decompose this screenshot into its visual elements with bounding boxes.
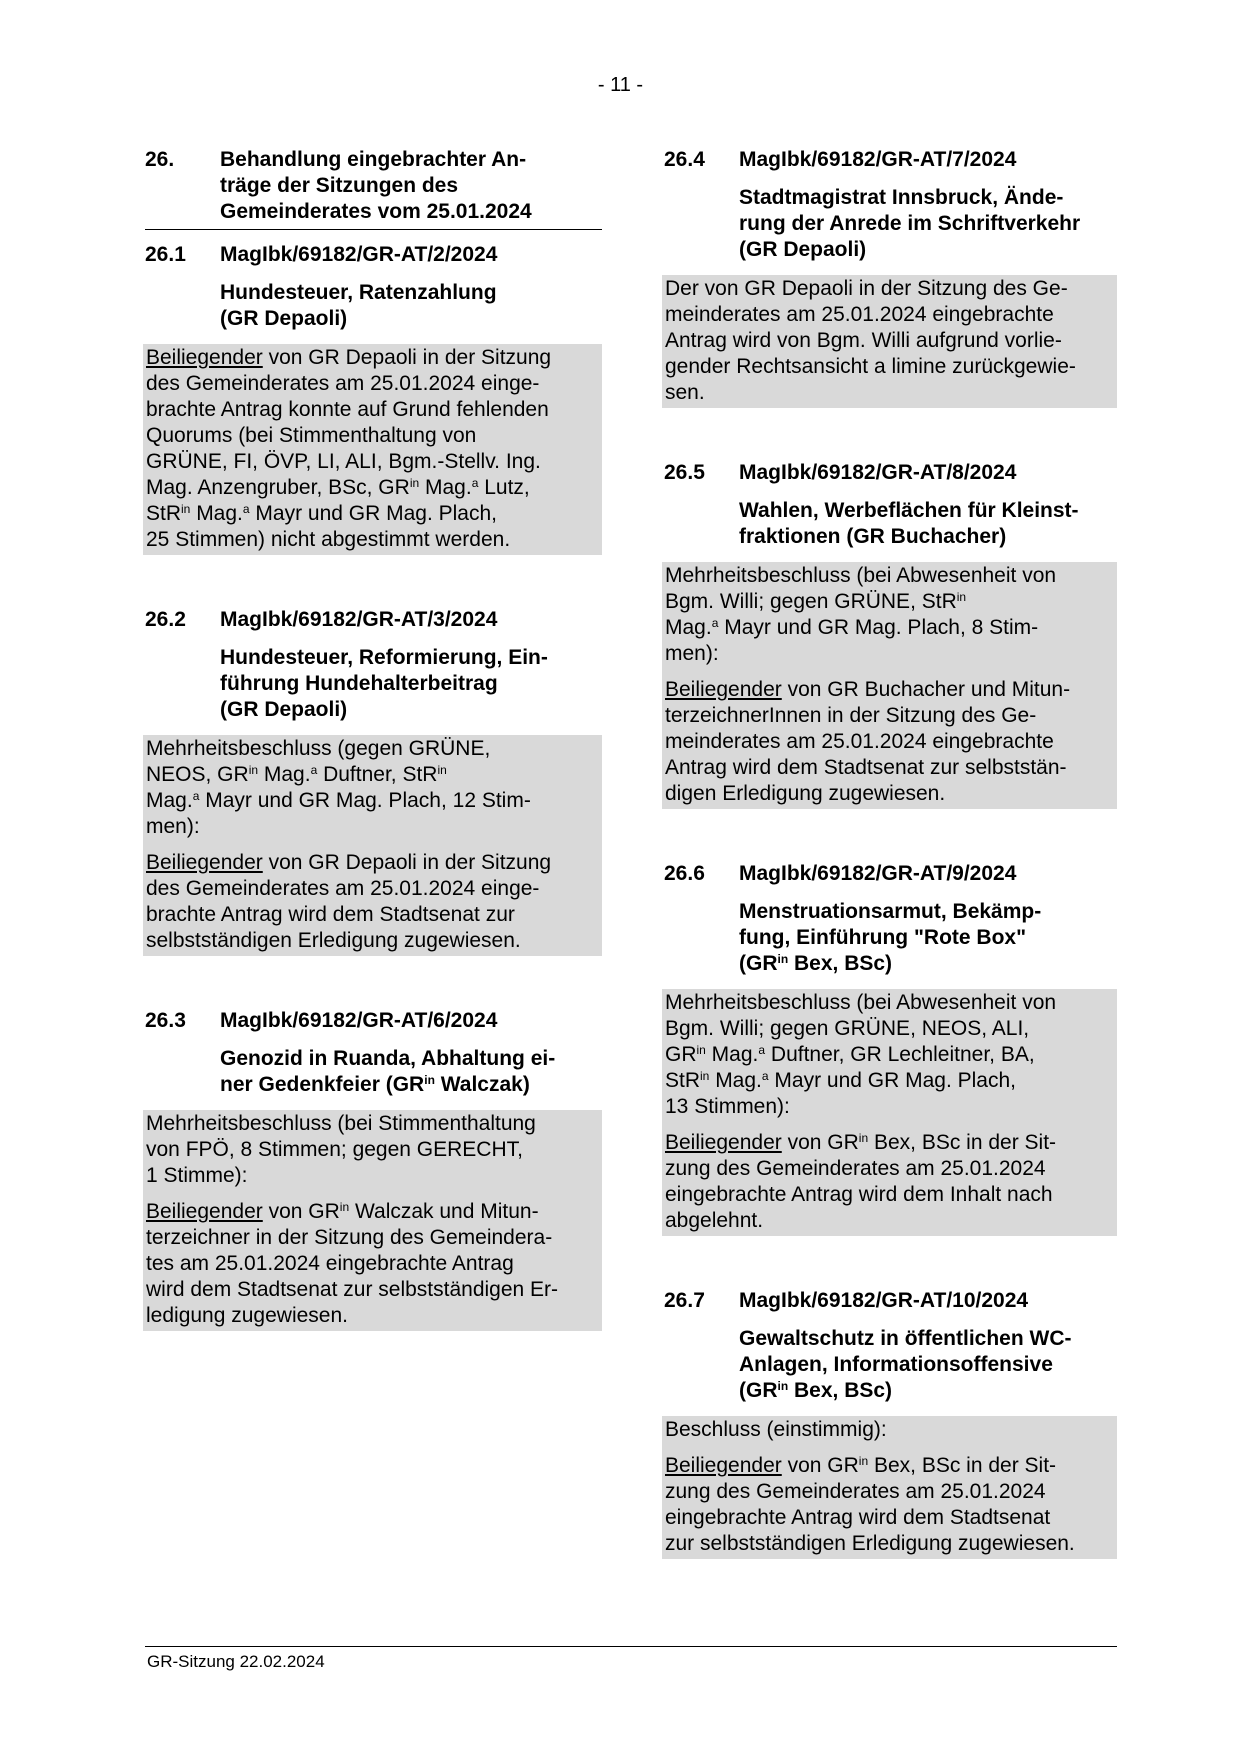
item-title — [220, 1046, 602, 1098]
text-line: Mag. — [419, 476, 472, 499]
text-line: GRÜNE, FI, ÖVP, LI, ALI, Bgm.-Stellv. Ing. — [146, 450, 541, 473]
text-line: des Gemeinderates am 25.01.2024 einge- — [146, 372, 540, 395]
text-line: Lutz, — [478, 476, 530, 499]
item-reference: MagIbk/69182/GR-AT/2/2024 — [220, 243, 498, 266]
decision-box — [143, 344, 602, 555]
item-number: 26.3 — [145, 1009, 186, 1032]
section-heading — [145, 147, 602, 230]
text-line: von FPÖ, 8 Stimmen; gegen GERECHT, — [146, 1138, 523, 1161]
title-line: (GR — [739, 1379, 778, 1402]
text-line: ledigung zugewiesen. — [146, 1304, 348, 1327]
underlined-word: Beiliegender — [146, 1200, 263, 1223]
vote-text — [665, 1417, 1114, 1443]
decision-box — [662, 562, 1117, 809]
text-line: 1 Stimme): — [146, 1164, 248, 1187]
superscript: in — [437, 763, 447, 777]
text-line: Walczak und Mitun- — [349, 1200, 539, 1223]
text-line: terzeichner in der Sitzung des Gemeindera- — [146, 1226, 553, 1249]
text-line: Antrag wird von Bgm. Willi aufgrund vorlie- — [665, 329, 1062, 352]
item-26-5 — [664, 460, 1117, 809]
superscript: in — [858, 1454, 869, 1468]
item-title — [220, 645, 602, 723]
superscript: a — [761, 1069, 769, 1083]
title-line: fung, Einführung "Rote Box" — [739, 926, 1027, 949]
superscript: in — [409, 476, 420, 490]
text-line: Mehrheitsbeschluss (bei Abwesenheit von — [665, 564, 1057, 587]
text-line: selbstständigen Erledigung zugewiesen. — [146, 929, 521, 952]
text-line: terzeichnerInnen in der Sitzung des Ge- — [665, 704, 1037, 727]
title-line: Stadtmagistrat Innsbruck, Ände- — [739, 186, 1064, 209]
text-line: Beschluss (einstimmig): — [665, 1418, 887, 1441]
superscript: in — [339, 1200, 350, 1214]
title-line: Hundesteuer, Ratenzahlung — [220, 281, 497, 304]
superscript: in — [777, 952, 789, 966]
text-line: eingebrachte Antrag wird dem Inhalt nach — [665, 1183, 1053, 1206]
title-line: Bex, BSc) — [788, 1379, 893, 1402]
decision-text — [146, 850, 599, 954]
text-line: Mag. — [705, 1043, 759, 1066]
text-line: Mag. — [665, 616, 712, 639]
item-number: 26.4 — [664, 148, 705, 171]
section-title-line: Behandlung eingebrachter An- — [220, 148, 527, 171]
item-26-1 — [145, 242, 602, 555]
decision-text — [665, 276, 1114, 406]
title-line: ner Gedenkfeier (GR — [220, 1073, 425, 1096]
title-line: (GR Depaoli) — [220, 698, 348, 721]
superscript: in — [858, 1131, 869, 1145]
superscript: a — [711, 616, 719, 630]
text-line: Antrag wird dem Stadtsenat zur selbststän- — [665, 756, 1067, 779]
superscript: in — [700, 1069, 710, 1083]
text-line: Mehrheitsbeschluss (gegen GRÜNE, — [146, 737, 491, 760]
underlined-word: Beiliegender — [146, 346, 263, 369]
item-header — [664, 1288, 1117, 1314]
text-line: StR — [665, 1069, 701, 1092]
text-line: Mayr und GR Mag. Plach, — [768, 1069, 1017, 1092]
item-reference: MagIbk/69182/GR-AT/8/2024 — [739, 461, 1017, 484]
title-line: fraktionen (GR Buchacher) — [739, 525, 1007, 548]
item-number: 26.5 — [664, 461, 705, 484]
footer-text: GR-Sitzung 22.02.2024 — [147, 1652, 325, 1671]
item-number: 26.1 — [145, 243, 186, 266]
text-line: Mayr und GR Mag. Plach, 12 Stim- — [199, 789, 531, 812]
text-line: Bgm. Willi; gegen GRÜNE, StR — [665, 590, 957, 613]
title-line: Genozid in Ruanda, Abhaltung ei- — [220, 1047, 556, 1070]
text-line: von GR — [262, 1200, 340, 1223]
text-line: Duftner, GR Lechleitner, BA, — [765, 1043, 1035, 1066]
item-header — [145, 242, 602, 268]
underlined-word: Beiliegender — [146, 851, 263, 874]
left-column — [145, 147, 602, 1331]
item-header — [664, 460, 1117, 486]
item-26-6 — [664, 861, 1117, 1236]
text-line: Quorums (bei Stimmenthaltung von — [146, 424, 477, 447]
right-column — [664, 147, 1117, 1559]
title-line: Walczak) — [434, 1073, 530, 1096]
superscript: in — [956, 590, 967, 604]
text-line: Mag. — [258, 763, 311, 786]
superscript: a — [192, 789, 200, 803]
text-line: Mehrheitsbeschluss (bei Stimmenthaltung — [146, 1112, 536, 1135]
text-line: Bgm. Willi; gegen GRÜNE, NEOS, ALI, — [665, 1017, 1030, 1040]
text-line: men): — [146, 815, 200, 838]
text-line: abgelehnt. — [665, 1209, 764, 1232]
superscript: a — [471, 476, 479, 490]
superscript: in — [777, 1379, 789, 1393]
text-line: gender Rechtsansicht a limine zurückgewie- — [665, 355, 1076, 378]
superscript: in — [181, 502, 191, 516]
title-line: Anlagen, Informationsoffensive — [739, 1353, 1053, 1376]
decision-text — [665, 1453, 1114, 1557]
vote-text — [146, 1111, 599, 1189]
text-line: zung des Gemeinderates am 25.01.2024 — [665, 1480, 1046, 1503]
title-line: rung der Anrede im Schriftverkehr — [739, 212, 1081, 235]
text-line: Duftner, StR — [317, 763, 438, 786]
item-header — [145, 1008, 602, 1034]
text-line: meinderates am 25.01.2024 eingebrachte — [665, 730, 1054, 753]
superscript: a — [758, 1043, 766, 1057]
title-line: (GR Depaoli) — [220, 307, 348, 330]
footer-divider — [145, 1646, 1117, 1647]
title-line: Hundesteuer, Reformierung, Ein- — [220, 646, 548, 669]
item-title — [220, 280, 602, 332]
vote-text — [665, 563, 1114, 667]
title-line: Bex, BSc) — [788, 952, 893, 975]
title-line: Gewaltschutz in öffentlichen WC- — [739, 1327, 1072, 1350]
item-number: 26.2 — [145, 608, 186, 631]
text-line: Bex, BSc in der Sit- — [868, 1131, 1057, 1154]
text-line: StR — [146, 502, 182, 525]
vote-text — [146, 736, 599, 840]
text-line: zung des Gemeinderates am 25.01.2024 — [665, 1157, 1046, 1180]
text-line: Mayr und GR Mag. Plach, 8 Stim- — [718, 616, 1039, 639]
item-26-2 — [145, 607, 602, 956]
text-line: von GR Depaoli in der Sitzung — [262, 851, 552, 874]
text-line: 25 Stimmen) nicht abgestimmt werden. — [146, 528, 511, 551]
underlined-word: Beiliegender — [665, 1131, 782, 1154]
text-line: brachte Antrag konnte auf Grund fehlenden — [146, 398, 549, 421]
superscript: in — [696, 1043, 706, 1057]
superscript: a — [310, 763, 318, 777]
item-header — [145, 607, 602, 633]
item-reference: MagIbk/69182/GR-AT/6/2024 — [220, 1009, 498, 1032]
superscript: in — [248, 763, 259, 777]
item-26-4 — [664, 147, 1117, 408]
text-line: Mag. Anzengruber, BSc, GR — [146, 476, 410, 499]
text-line: tes am 25.01.2024 eingebrachte Antrag — [146, 1252, 514, 1275]
text-line: eingebrachte Antrag wird dem Stadtsenat — [665, 1506, 1051, 1529]
text-line: wird dem Stadtsenat zur selbstständigen Er- — [146, 1278, 559, 1301]
title-line: (GR Depaoli) — [739, 238, 867, 261]
underlined-word: Beiliegender — [665, 1454, 782, 1477]
title-line: (GR — [739, 952, 778, 975]
decision-box — [662, 275, 1117, 408]
superscript: in — [424, 1073, 435, 1087]
decision-text — [665, 677, 1114, 807]
text-line: Mehrheitsbeschluss (bei Abwesenheit von — [665, 991, 1057, 1014]
superscript: a — [242, 502, 250, 516]
item-reference: MagIbk/69182/GR-AT/10/2024 — [739, 1289, 1029, 1312]
text-line: men): — [665, 642, 719, 665]
text-line: meinderates am 25.01.2024 eingebrachte — [665, 303, 1054, 326]
text-line: Der von GR Depaoli in der Sitzung des Ge- — [665, 277, 1068, 300]
text-line: Mayr und GR Mag. Plach, — [249, 502, 498, 525]
text-line: Mag. — [709, 1069, 762, 1092]
text-line: Mag. — [146, 789, 193, 812]
decision-box — [143, 1110, 602, 1331]
decision-box — [662, 989, 1117, 1236]
item-title — [739, 185, 1117, 263]
section-title-line: träge der Sitzungen des — [220, 174, 459, 197]
item-reference: MagIbk/69182/GR-AT/7/2024 — [739, 148, 1017, 171]
item-title — [739, 1326, 1117, 1404]
decision-text — [665, 1130, 1114, 1234]
text-line: von GR Depaoli in der Sitzung — [262, 346, 552, 369]
text-line: digen Erledigung zugewiesen. — [665, 782, 946, 805]
item-title — [739, 899, 1117, 977]
item-reference: MagIbk/69182/GR-AT/3/2024 — [220, 608, 498, 631]
item-reference: MagIbk/69182/GR-AT/9/2024 — [739, 862, 1017, 885]
text-line: zur selbstständigen Erledigung zugewiesen. — [665, 1532, 1075, 1555]
text-line: von GR Buchacher und Mitun- — [781, 678, 1071, 701]
text-line: des Gemeinderates am 25.01.2024 einge- — [146, 877, 540, 900]
text-line: Mag. — [190, 502, 243, 525]
decision-text — [146, 345, 599, 553]
text-line: Bex, BSc in der Sit- — [868, 1454, 1057, 1477]
section-title — [220, 147, 532, 225]
item-26-3 — [145, 1008, 602, 1331]
text-line: von GR — [781, 1131, 859, 1154]
text-line: sen. — [665, 381, 705, 404]
decision-box — [143, 735, 602, 956]
decision-box — [662, 1416, 1117, 1559]
text-line: brachte Antrag wird dem Stadtsenat zur — [146, 903, 515, 926]
decision-text — [146, 1199, 599, 1329]
text-line: NEOS, GR — [146, 763, 249, 786]
item-title — [739, 498, 1117, 550]
item-number: 26.6 — [664, 862, 705, 885]
underlined-word: Beiliegender — [665, 678, 782, 701]
page-number: - 11 - — [597, 74, 644, 96]
item-header — [664, 861, 1117, 887]
section-number: 26. — [145, 148, 175, 171]
text-line: 13 Stimmen): — [665, 1095, 790, 1118]
section-title-line: Gemeinderates vom 25.01.2024 — [220, 200, 532, 223]
item-header — [664, 147, 1117, 173]
vote-text — [665, 990, 1114, 1120]
title-line: führung Hundehalterbeitrag — [220, 672, 498, 695]
text-line: von GR — [781, 1454, 859, 1477]
text-line: GR — [665, 1043, 697, 1066]
title-line: Wahlen, Werbeflächen für Kleinst- — [739, 499, 1079, 522]
item-26-7 — [664, 1288, 1117, 1559]
item-number: 26.7 — [664, 1289, 705, 1312]
title-line: Menstruationsarmut, Bekämp- — [739, 900, 1042, 923]
